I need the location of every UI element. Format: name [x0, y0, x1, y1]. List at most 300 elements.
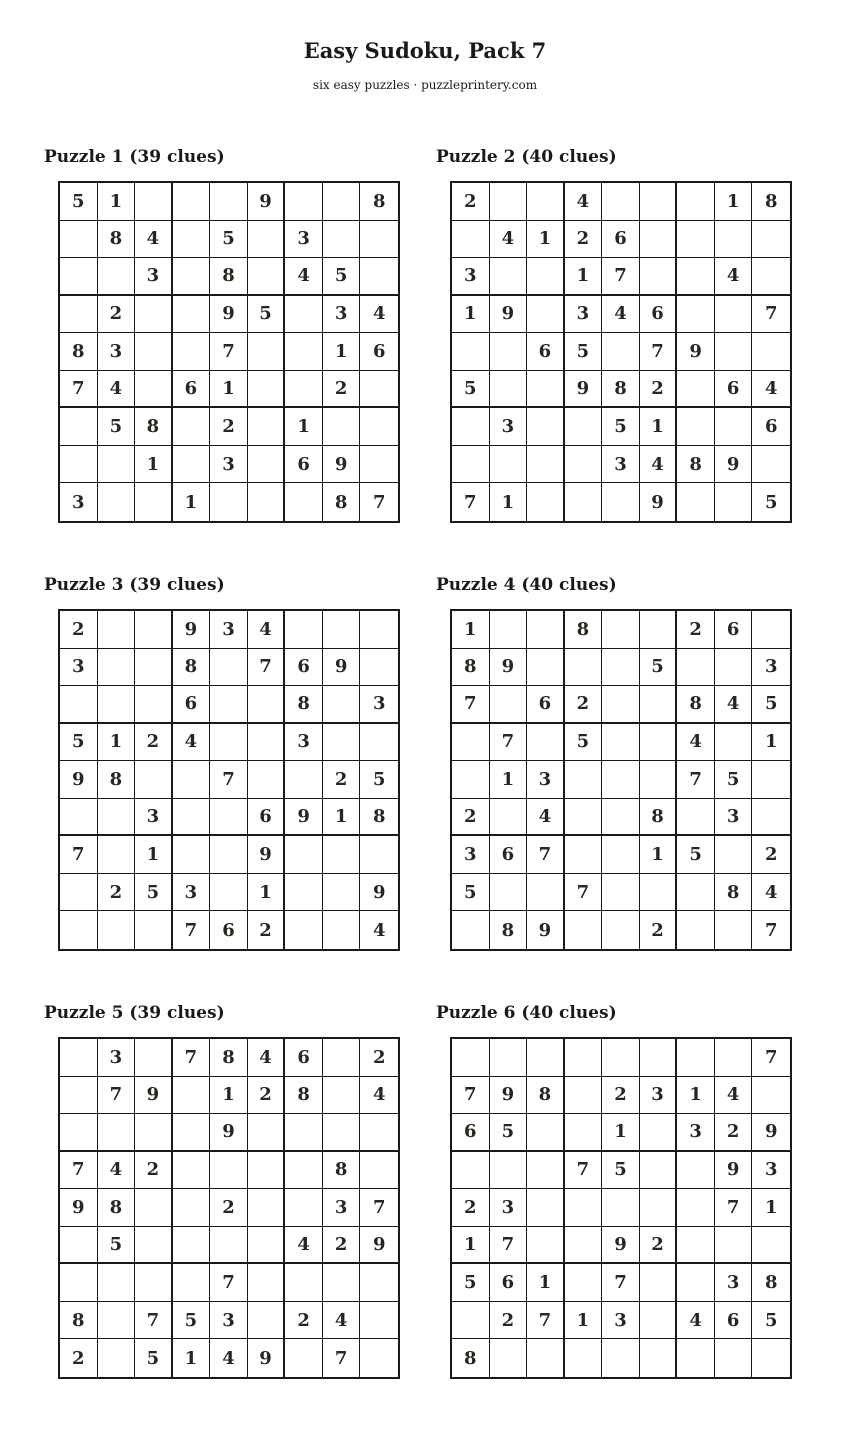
sudoku-cell: 6 — [173, 686, 211, 724]
sudoku-cell: 8 — [527, 1077, 565, 1115]
sudoku-cell: 7 — [565, 1152, 603, 1190]
sudoku-cell — [285, 183, 323, 221]
sudoku-cell — [360, 371, 398, 409]
sudoku-cell: 1 — [527, 1264, 565, 1302]
sudoku-cell — [323, 874, 361, 912]
sudoku-cell — [60, 1039, 98, 1077]
sudoku-cell: 1 — [135, 836, 173, 874]
sudoku-cell — [248, 724, 286, 762]
sudoku-cell — [527, 408, 565, 446]
sudoku-cell: 5 — [752, 686, 790, 724]
sudoku-cell: 2 — [98, 874, 136, 912]
sudoku-cell — [490, 1039, 528, 1077]
sudoku-cell — [60, 1227, 98, 1265]
sudoku-cell: 8 — [285, 1077, 323, 1115]
sudoku-cell — [677, 1264, 715, 1302]
sudoku-cell — [490, 258, 528, 296]
sudoku-cell — [360, 258, 398, 296]
sudoku-cell: 7 — [677, 761, 715, 799]
sudoku-cell: 9 — [60, 1189, 98, 1227]
sudoku-cell — [248, 333, 286, 371]
sudoku-cell — [323, 1039, 361, 1077]
sudoku-cell: 8 — [285, 686, 323, 724]
sudoku-cell: 1 — [248, 874, 286, 912]
sudoku-cell — [248, 371, 286, 409]
sudoku-cell: 8 — [715, 874, 753, 912]
sudoku-cell — [98, 911, 136, 949]
sudoku-cell — [715, 649, 753, 687]
sudoku-cell — [173, 1114, 211, 1152]
sudoku-cell — [640, 183, 678, 221]
sudoku-cell — [285, 1152, 323, 1190]
sudoku-cell: 7 — [210, 333, 248, 371]
sudoku-cell — [135, 1189, 173, 1227]
sudoku-cell: 9 — [602, 1227, 640, 1265]
sudoku-cell — [640, 1152, 678, 1190]
sudoku-cell: 4 — [640, 446, 678, 484]
sudoku-grid — [450, 181, 792, 523]
sudoku-cell: 7 — [135, 1302, 173, 1340]
sudoku-cell — [98, 1114, 136, 1152]
sudoku-cell — [752, 221, 790, 259]
sudoku-cell: 1 — [135, 446, 173, 484]
sudoku-cell: 5 — [135, 1339, 173, 1377]
sudoku-cell: 7 — [98, 1077, 136, 1115]
sudoku-cell — [527, 1152, 565, 1190]
sudoku-cell: 2 — [452, 1189, 490, 1227]
sudoku-cell — [60, 1077, 98, 1115]
sudoku-cell — [210, 1227, 248, 1265]
sudoku-cell: 2 — [135, 724, 173, 762]
sudoku-cell: 4 — [752, 371, 790, 409]
sudoku-cell: 7 — [452, 483, 490, 521]
sudoku-cell: 7 — [173, 1039, 211, 1077]
sudoku-cell: 8 — [752, 183, 790, 221]
sudoku-cell — [752, 799, 790, 837]
sudoku-cell: 6 — [285, 649, 323, 687]
sudoku-cell — [60, 911, 98, 949]
sudoku-cell: 2 — [210, 1189, 248, 1227]
sudoku-cell: 8 — [98, 221, 136, 259]
sudoku-cell: 9 — [565, 371, 603, 409]
sudoku-cell — [677, 1189, 715, 1227]
sudoku-cell: 5 — [640, 649, 678, 687]
sudoku-cell — [135, 649, 173, 687]
sudoku-cell: 4 — [285, 258, 323, 296]
sudoku-cell — [323, 686, 361, 724]
sudoku-cell: 2 — [752, 836, 790, 874]
sudoku-cell — [210, 799, 248, 837]
sudoku-cell — [640, 1039, 678, 1077]
puzzle-title: Puzzle 2 (40 clues) — [436, 147, 617, 167]
sudoku-cell — [677, 296, 715, 334]
sudoku-cell — [527, 258, 565, 296]
sudoku-cell: 9 — [490, 1077, 528, 1115]
sudoku-cell — [210, 874, 248, 912]
sudoku-cell: 9 — [490, 296, 528, 334]
sudoku-cell — [248, 408, 286, 446]
sudoku-cell — [360, 446, 398, 484]
sudoku-cell: 6 — [640, 296, 678, 334]
sudoku-cell — [98, 686, 136, 724]
sudoku-cell — [452, 911, 490, 949]
sudoku-cell — [602, 836, 640, 874]
sudoku-cell — [98, 1339, 136, 1377]
sudoku-cell — [527, 1339, 565, 1377]
sudoku-cell: 2 — [60, 1339, 98, 1377]
sudoku-cell: 4 — [360, 296, 398, 334]
sudoku-cell: 9 — [715, 1152, 753, 1190]
sudoku-cell — [323, 1077, 361, 1115]
sudoku-cell — [677, 1227, 715, 1265]
sudoku-cell: 2 — [248, 911, 286, 949]
sudoku-cell — [360, 221, 398, 259]
sudoku-cell — [360, 724, 398, 762]
sudoku-cell: 4 — [98, 1152, 136, 1190]
sudoku-cell — [715, 1339, 753, 1377]
sudoku-cell — [173, 258, 211, 296]
sudoku-cell — [752, 1339, 790, 1377]
sudoku-cell — [98, 611, 136, 649]
sudoku-cell: 7 — [490, 1227, 528, 1265]
sudoku-cell: 3 — [323, 1189, 361, 1227]
sudoku-cell — [715, 221, 753, 259]
sudoku-cell — [60, 258, 98, 296]
sudoku-cell — [452, 761, 490, 799]
sudoku-cell: 6 — [490, 1264, 528, 1302]
sudoku-cell — [490, 183, 528, 221]
sudoku-cell: 9 — [173, 611, 211, 649]
sudoku-cell — [602, 911, 640, 949]
sudoku-cell: 9 — [323, 649, 361, 687]
sudoku-cell: 2 — [452, 799, 490, 837]
sudoku-cell: 4 — [490, 221, 528, 259]
sudoku-cell — [602, 1339, 640, 1377]
sudoku-cell: 9 — [210, 296, 248, 334]
puzzle-title: Puzzle 5 (39 clues) — [44, 1003, 225, 1023]
sudoku-cell: 2 — [677, 611, 715, 649]
sudoku-cell — [98, 258, 136, 296]
sudoku-cell — [285, 333, 323, 371]
sudoku-cell: 6 — [602, 221, 640, 259]
sudoku-cell: 4 — [210, 1339, 248, 1377]
sudoku-cell: 1 — [640, 408, 678, 446]
sudoku-cell — [640, 221, 678, 259]
sudoku-cell: 7 — [640, 333, 678, 371]
sudoku-cell — [602, 183, 640, 221]
sudoku-cell — [173, 761, 211, 799]
sudoku-cell: 7 — [752, 1039, 790, 1077]
sudoku-cell: 1 — [210, 1077, 248, 1115]
sudoku-cell — [640, 724, 678, 762]
sudoku-cell: 8 — [98, 1189, 136, 1227]
sudoku-cell — [752, 446, 790, 484]
sudoku-cell: 2 — [135, 1152, 173, 1190]
sudoku-cell: 1 — [640, 836, 678, 874]
sudoku-cell: 7 — [565, 874, 603, 912]
sudoku-cell: 7 — [752, 296, 790, 334]
sudoku-cell — [248, 686, 286, 724]
sudoku-cell: 5 — [210, 221, 248, 259]
sudoku-cell: 8 — [602, 371, 640, 409]
sudoku-cell: 3 — [490, 408, 528, 446]
sudoku-cell: 8 — [98, 761, 136, 799]
sudoku-cell — [602, 686, 640, 724]
sudoku-cell — [98, 836, 136, 874]
sudoku-cell — [452, 724, 490, 762]
sudoku-cell: 4 — [173, 724, 211, 762]
sudoku-cell: 3 — [452, 836, 490, 874]
sudoku-cell: 1 — [323, 799, 361, 837]
sudoku-cell: 4 — [527, 799, 565, 837]
sudoku-cell: 7 — [527, 836, 565, 874]
sudoku-cell: 3 — [98, 333, 136, 371]
sudoku-cell: 8 — [752, 1264, 790, 1302]
sudoku-cell — [173, 836, 211, 874]
sudoku-cell: 5 — [752, 1302, 790, 1340]
sudoku-cell — [135, 483, 173, 521]
sudoku-cell: 5 — [715, 761, 753, 799]
sudoku-cell — [210, 686, 248, 724]
sudoku-cell: 5 — [98, 1227, 136, 1265]
sudoku-cell — [565, 649, 603, 687]
sudoku-cell: 2 — [602, 1077, 640, 1115]
sudoku-cell: 6 — [173, 371, 211, 409]
sudoku-cell — [715, 333, 753, 371]
sudoku-cell — [360, 1114, 398, 1152]
sudoku-cell — [248, 1302, 286, 1340]
sudoku-cell: 8 — [60, 333, 98, 371]
sudoku-grid — [58, 181, 400, 523]
sudoku-cell — [285, 761, 323, 799]
sudoku-cell — [60, 446, 98, 484]
sudoku-cell: 4 — [248, 611, 286, 649]
sudoku-cell: 7 — [452, 1077, 490, 1115]
page-subtitle: six easy puzzles · puzzleprintery.com — [312, 78, 538, 92]
sudoku-cell: 1 — [752, 1189, 790, 1227]
sudoku-cell — [677, 1339, 715, 1377]
sudoku-cell — [323, 611, 361, 649]
sudoku-cell — [60, 1264, 98, 1302]
sudoku-cell: 1 — [173, 483, 211, 521]
sudoku-cell — [565, 1114, 603, 1152]
sudoku-cell: 4 — [323, 1302, 361, 1340]
sudoku-cell — [135, 333, 173, 371]
sudoku-cell — [752, 611, 790, 649]
sudoku-cell — [248, 483, 286, 521]
sudoku-cell: 3 — [452, 258, 490, 296]
sudoku-cell: 9 — [248, 836, 286, 874]
sudoku-cell: 1 — [452, 1227, 490, 1265]
sudoku-cell — [360, 1302, 398, 1340]
sudoku-cell: 1 — [527, 221, 565, 259]
sudoku-cell: 1 — [98, 724, 136, 762]
sudoku-cell — [360, 649, 398, 687]
sudoku-cell — [98, 1264, 136, 1302]
sudoku-cell — [752, 1077, 790, 1115]
sudoku-cell: 5 — [764, 491, 778, 513]
sudoku-cell — [60, 296, 98, 334]
sudoku-cell — [565, 1077, 603, 1115]
sudoku-cell: 4 — [715, 1077, 753, 1115]
sudoku-cell: 1 — [490, 761, 528, 799]
sudoku-cell — [490, 611, 528, 649]
sudoku-cell: 8 — [677, 446, 715, 484]
sudoku-cell — [173, 1227, 211, 1265]
sudoku-cell — [60, 221, 98, 259]
sudoku-cell — [565, 446, 603, 484]
sudoku-cell: 1 — [752, 724, 790, 762]
sudoku-cell — [677, 1039, 715, 1077]
sudoku-cell: 8 — [677, 686, 715, 724]
sudoku-cell — [173, 1189, 211, 1227]
sudoku-cell: 3 — [602, 1302, 640, 1340]
sudoku-cell — [527, 611, 565, 649]
sudoku-cell: 4 — [565, 183, 603, 221]
sudoku-cell — [98, 446, 136, 484]
sudoku-cell — [677, 1152, 715, 1190]
sudoku-cell — [135, 1227, 173, 1265]
sudoku-cell: 7 — [210, 761, 248, 799]
sudoku-cell — [565, 1039, 603, 1077]
sudoku-cell — [640, 1189, 678, 1227]
sudoku-cell — [602, 1189, 640, 1227]
sudoku-cell — [752, 1227, 790, 1265]
sudoku-cell: 2 — [640, 911, 678, 949]
sudoku-cell: 8 — [360, 183, 398, 221]
sudoku-cell: 6 — [452, 1114, 490, 1152]
sudoku-cell: 9 — [640, 483, 678, 521]
sudoku-cell — [527, 483, 565, 521]
sudoku-cell: 2 — [60, 611, 98, 649]
sudoku-cell: 8 — [640, 799, 678, 837]
sudoku-cell — [527, 371, 565, 409]
sudoku-cell: 8 — [360, 799, 398, 837]
puzzle-title: Puzzle 1 (39 clues) — [44, 147, 225, 167]
sudoku-cell: 2 — [323, 761, 361, 799]
sudoku-cell: 3 — [602, 446, 640, 484]
sudoku-cell: 9 — [323, 446, 361, 484]
sudoku-cell — [565, 1339, 603, 1377]
sudoku-cell — [285, 296, 323, 334]
sudoku-cell — [323, 1114, 361, 1152]
sudoku-cell: 5 — [602, 408, 640, 446]
sudoku-cell: 5 — [98, 408, 136, 446]
sudoku-cell: 6 — [210, 911, 248, 949]
sudoku-cell — [490, 371, 528, 409]
sudoku-cell: 3 — [490, 1189, 528, 1227]
sudoku-cell — [60, 408, 98, 446]
sudoku-cell — [135, 183, 173, 221]
sudoku-cell — [285, 1264, 323, 1302]
sudoku-cell: 4 — [677, 1302, 715, 1340]
sudoku-cell — [98, 799, 136, 837]
sudoku-cell: 7 — [210, 1264, 248, 1302]
sudoku-cell — [323, 183, 361, 221]
sudoku-cell — [248, 1264, 286, 1302]
page-title: Easy Sudoku, Pack 7 — [303, 38, 547, 63]
sudoku-cell — [527, 1227, 565, 1265]
sudoku-cell — [173, 296, 211, 334]
sudoku-cell: 2 — [323, 1227, 361, 1265]
sudoku-cell: 9 — [135, 1077, 173, 1115]
sudoku-cell: 8 — [323, 483, 361, 521]
sudoku-cell: 3 — [210, 446, 248, 484]
sudoku-cell — [715, 1039, 753, 1077]
sudoku-cell: 5 — [452, 371, 490, 409]
sudoku-cell — [285, 1189, 323, 1227]
sudoku-cell: 4 — [602, 296, 640, 334]
sudoku-cell: 3 — [285, 724, 323, 762]
sudoku-cell: 7 — [360, 1189, 398, 1227]
sudoku-cell: 2 — [565, 221, 603, 259]
sudoku-cell — [173, 333, 211, 371]
sudoku-cell — [490, 799, 528, 837]
sudoku-cell: 5 — [135, 874, 173, 912]
sudoku-cell — [452, 333, 490, 371]
sudoku-cell — [677, 258, 715, 296]
sudoku-cell: 1 — [323, 333, 361, 371]
sudoku-cell: 5 — [452, 1264, 490, 1302]
sudoku-cell: 3 — [527, 761, 565, 799]
sudoku-cell: 7 — [323, 1339, 361, 1377]
sudoku-cell: 7 — [602, 1264, 640, 1302]
sudoku-cell — [677, 221, 715, 259]
sudoku-cell: 3 — [715, 1264, 753, 1302]
sudoku-cell — [248, 761, 286, 799]
sudoku-cell: 6 — [285, 1039, 323, 1077]
sudoku-cell: 3 — [360, 686, 398, 724]
sudoku-cell: 5 — [490, 1114, 528, 1152]
sudoku-cell: 2 — [640, 1227, 678, 1265]
sudoku-cell: 9 — [210, 1114, 248, 1152]
sudoku-cell — [640, 1264, 678, 1302]
sudoku-cell: 2 — [715, 1114, 753, 1152]
sudoku-cell — [490, 1339, 528, 1377]
sudoku-cell — [527, 649, 565, 687]
sudoku-cell: 2 — [98, 296, 136, 334]
sudoku-cell — [715, 296, 753, 334]
sudoku-cell — [98, 1302, 136, 1340]
sudoku-cell: 8 — [60, 1302, 98, 1340]
sudoku-cell: 3 — [210, 611, 248, 649]
sudoku-cell — [60, 799, 98, 837]
sudoku-cell — [490, 874, 528, 912]
sudoku-cell: 6 — [752, 408, 790, 446]
sudoku-cell — [677, 371, 715, 409]
sudoku-cell — [715, 483, 753, 521]
sudoku-cell: 9 — [360, 1227, 398, 1265]
sudoku-cell — [640, 761, 678, 799]
sudoku-cell — [602, 611, 640, 649]
sudoku-cell: 5 — [60, 724, 98, 762]
sudoku-cell: 8 — [490, 911, 528, 949]
sudoku-cell: 9 — [248, 183, 286, 221]
sudoku-cell: 2 — [360, 1039, 398, 1077]
sudoku-cell: 2 — [210, 408, 248, 446]
sudoku-cell — [60, 686, 98, 724]
sudoku-cell — [60, 1114, 98, 1152]
sudoku-cell: 3 — [640, 1077, 678, 1115]
sudoku-cell — [640, 611, 678, 649]
sudoku-cell — [677, 799, 715, 837]
sudoku-cell — [210, 836, 248, 874]
sudoku-cell: 7 — [60, 1152, 98, 1190]
sudoku-cell — [677, 483, 715, 521]
sudoku-cell: 2 — [323, 371, 361, 409]
sudoku-cell: 7 — [602, 258, 640, 296]
sudoku-cell — [173, 408, 211, 446]
